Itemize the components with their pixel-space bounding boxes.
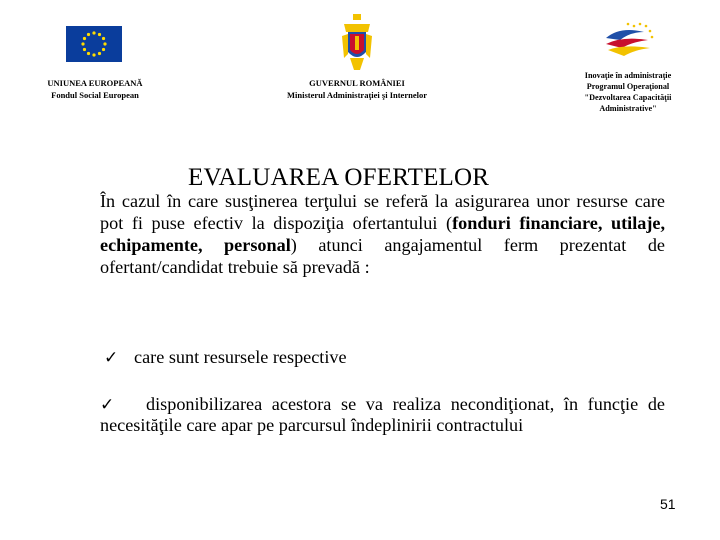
bullet-item (104, 345, 347, 370)
slide-title: EVALUAREA OFERTELOR (188, 164, 490, 191)
eu-star (92, 53, 95, 56)
eu-star (102, 37, 105, 40)
government-name: GUVERNUL ROMÂNIEI (309, 78, 405, 88)
page-number: 51 (660, 496, 676, 512)
program-header-label (560, 70, 696, 114)
eu-star (92, 31, 95, 34)
bullet-item (100, 394, 665, 435)
ministry-name: Ministerul Administraţiei şi Internelor (286, 90, 427, 100)
eu-header-label (30, 77, 160, 101)
eu-star (103, 42, 106, 45)
bullet-text: care sunt resursele respective (134, 347, 347, 367)
eu-fund-name: Fondul Social European (51, 90, 139, 100)
paragraph-bold-resources: fonduri financiare, utilaje, echipamente, personal (100, 213, 666, 255)
eu-star (87, 52, 90, 55)
program-line-2: Programul Operaţional (586, 82, 670, 91)
program-line-3: "Dezvoltarea Capacităţii (584, 93, 672, 102)
program-line-4: Administrative" (599, 104, 657, 113)
eu-star (81, 42, 84, 45)
checkmark-icon: ✓ (100, 395, 115, 415)
program-line-1: Inovaţie în administraţie (584, 71, 672, 80)
eu-star (83, 48, 86, 51)
eu-star (87, 33, 90, 36)
government-header-label (262, 77, 452, 101)
eu-name: UNIUNEA EUROPEANĂ (47, 78, 143, 88)
romania-coat-of-arms-icon (342, 14, 372, 72)
paragraph-text-part1: În cazul în care susţinerea terţului se referă la asigurarea unor resurse care pot fi puse efectiv la dispoziţia ofertantului ( (100, 191, 665, 233)
eu-star (98, 52, 101, 55)
eu-star (102, 48, 105, 51)
eu-flag-icon (66, 26, 122, 62)
eu-star (98, 33, 101, 36)
eu-star (83, 37, 86, 40)
paragraph-text-part2: ) atunci angajamentul ferm prezentat de ofertant/candidat trebuie să prevadă : (100, 235, 666, 277)
body-paragraph (100, 190, 665, 278)
checkmark-icon: ✓ (104, 348, 119, 368)
bullet-text: disponibilizarea acestora se va realiza necondiţionat, în funcţie de necesităţile care apar pe parcursul îndeplinirii contractului (100, 394, 665, 435)
pdca-program-logo-icon (600, 18, 658, 64)
